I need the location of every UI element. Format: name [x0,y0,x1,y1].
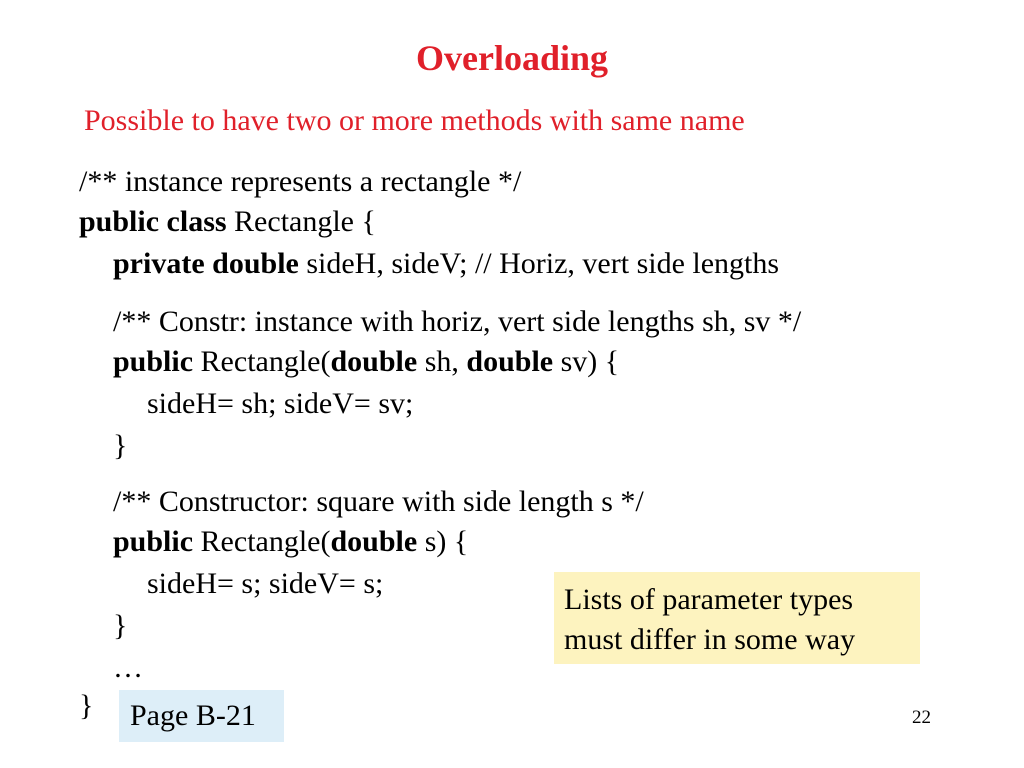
callout-line: Lists of parameter types [564,583,854,616]
code-line-square-signature [113,522,468,562]
code-line-constructor-close: } [113,429,128,462]
slide-title: Overloading [415,38,608,78]
code-keyword: public [113,525,194,558]
code-keyword: public class [79,205,227,238]
code-text: sv) { [553,345,620,378]
code-line-constructor-comment: /** Constr: instance with horiz, vert side lengths sh, sv */ [113,305,802,338]
code-keyword: private double [113,247,299,280]
code-line-square-close: } [113,609,128,642]
code-line-class-comment: /** instance represents a rectangle */ [79,165,522,198]
code-line-class-close: } [79,689,94,722]
callout-note [554,572,920,664]
code-keyword: public [113,345,194,378]
slide-subtitle: Possible to have two or more methods with same name [84,104,745,137]
code-text: s) { [417,525,469,558]
code-line-square-comment: /** Constructor: square with side length s */ [113,485,644,518]
code-line-constructor-body: sideH= sh; sideV= sv; [147,387,414,420]
code-line-class-declaration [79,202,376,242]
code-keyword: double [466,345,554,378]
page-reference-label: Page B-21 [119,690,284,742]
code-line-constructor-signature [113,342,619,382]
code-text: sh, [417,345,467,378]
code-text: Rectangle { [226,205,376,238]
callout-line: must differ in some way [564,623,856,656]
code-line-fields [113,244,779,284]
code-text: Rectangle( [193,525,331,558]
code-line-ellipsis: … [113,651,143,684]
code-text: Rectangle( [193,345,331,378]
code-keyword: double [330,525,418,558]
code-keyword: double [330,345,418,378]
code-text: sideH, sideV; // Horiz, vert side lengths [298,247,780,280]
code-line-square-body: sideH= s; sideV= s; [147,567,384,600]
slide-number: 22 [912,707,931,728]
